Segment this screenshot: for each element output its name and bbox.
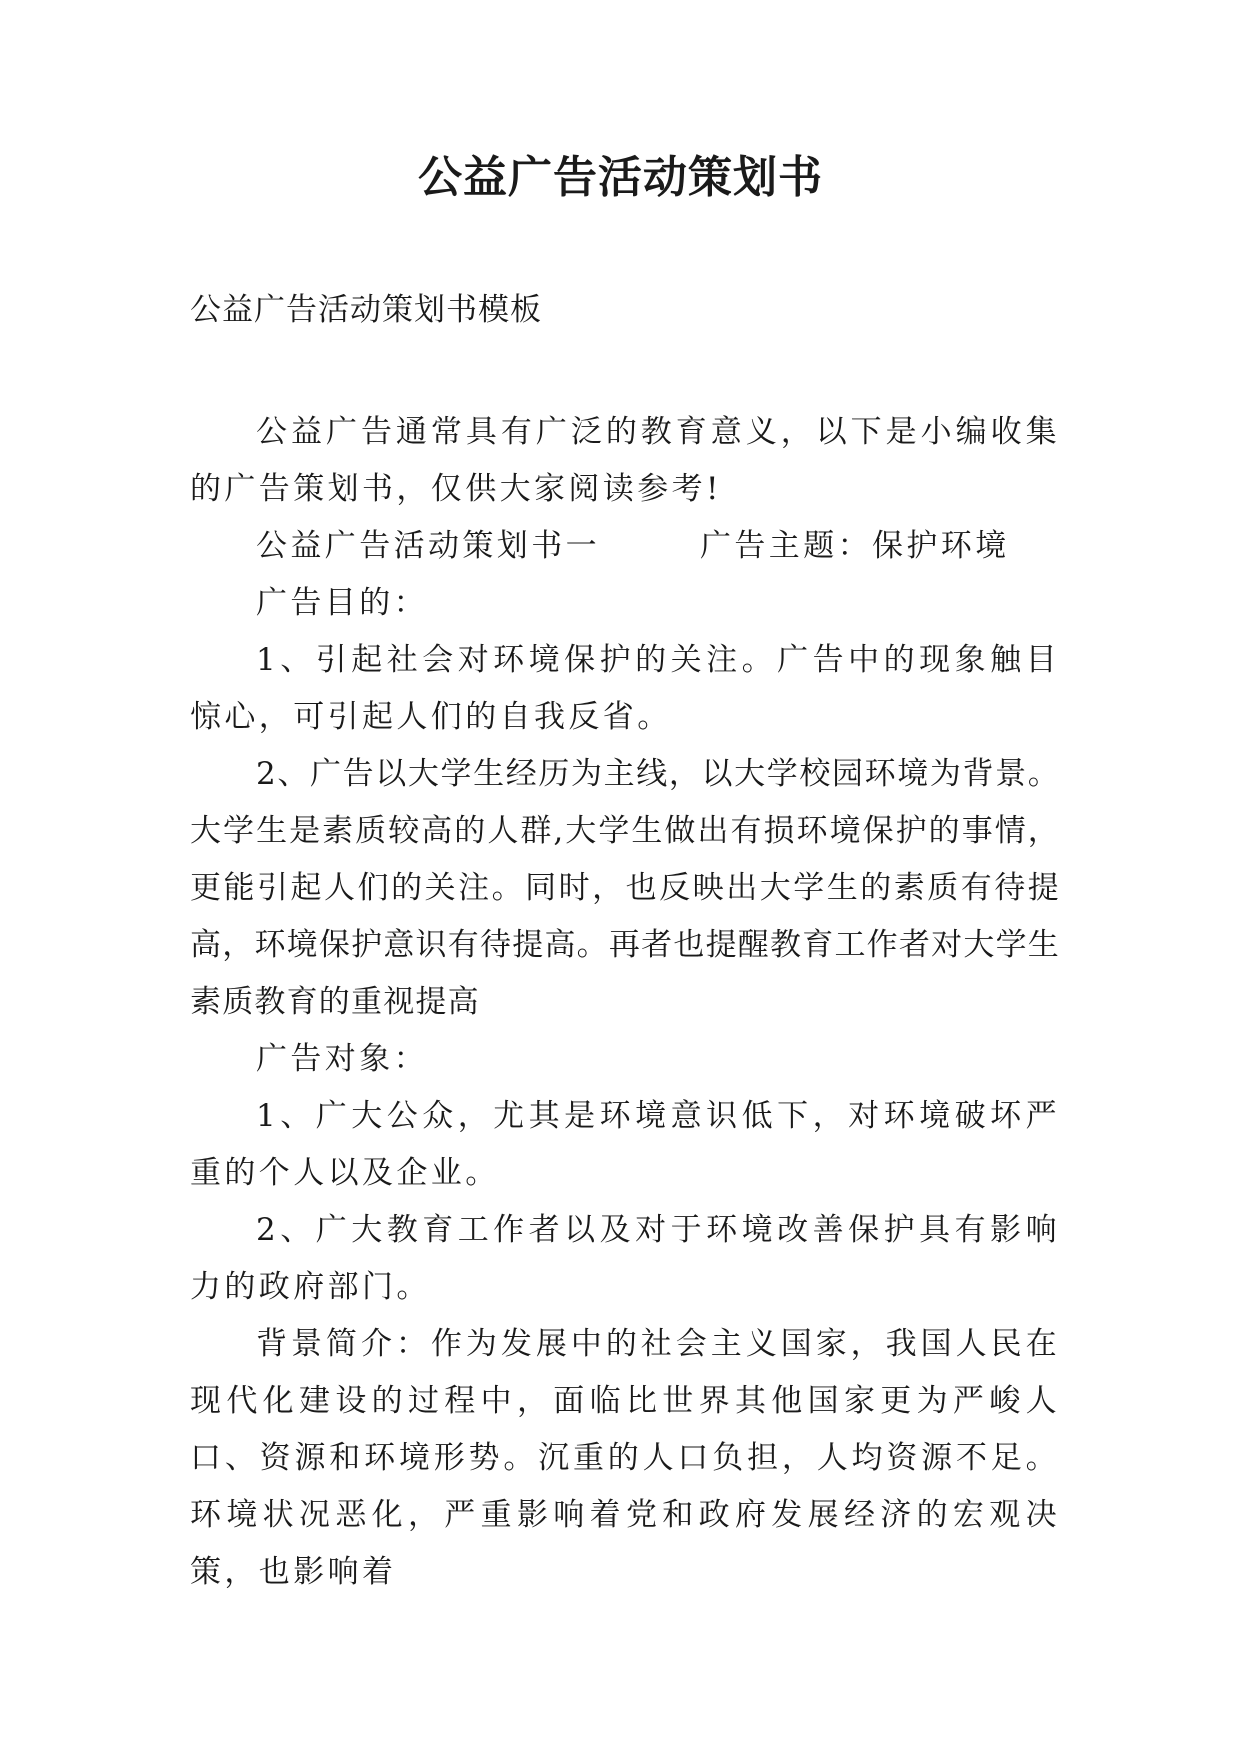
paragraph-target-1: 1、广大公众，尤其是环境意识低下，对环境破坏严重的个人以及企业。: [190, 1098, 1060, 1191]
paragraph-ad-target-label: 广告对象：: [256, 1041, 428, 1077]
paragraph-ad-purpose-label: 广告目的：: [256, 585, 428, 621]
document-subtitle: 公益广告活动策划书模板: [190, 292, 542, 328]
ad-theme: 广告主题：保护环境: [700, 528, 1010, 564]
section-title: 公益广告活动策划书一: [256, 528, 600, 564]
paragraph-purpose-2: 2、广告以大学生经历为主线，以大学校园环境为背景。大学生是素质较高的人群,大学生做出有损环境保护的事情，更能引起人们的关注。同时，也反映出大学生的素质有待提高，环境保护意识有待提高。再者也提醒教育工作者对大学生素质教育的重视提高: [190, 756, 1060, 1020]
paragraph-section-heading: [190, 518, 1060, 575]
document-title: 公益广告活动策划书: [418, 152, 823, 203]
document-body: [190, 404, 1060, 1601]
paragraph-background: 背景简介：作为发展中的社会主义国家，我国人民在现代化建设的过程中，面临比世界其他国家更为严峻人口、资源和环境形势。沉重的人口负担，人均资源不足。环境状况恶化，严重影响着党和政府发展经济的宏观决策，也影响着: [190, 1326, 1060, 1590]
paragraph-target-2: 2、广大教育工作者以及对于环境改善保护具有影响力的政府部门。: [190, 1212, 1060, 1305]
paragraph-purpose-1: 1、引起社会对环境保护的关注。广告中的现象触目惊心，可引起人们的自我反省。: [190, 642, 1060, 735]
paragraph-intro: 公益广告通常具有广泛的教育意义，以下是小编收集的广告策划书，仅供大家阅读参考!: [190, 414, 1060, 507]
